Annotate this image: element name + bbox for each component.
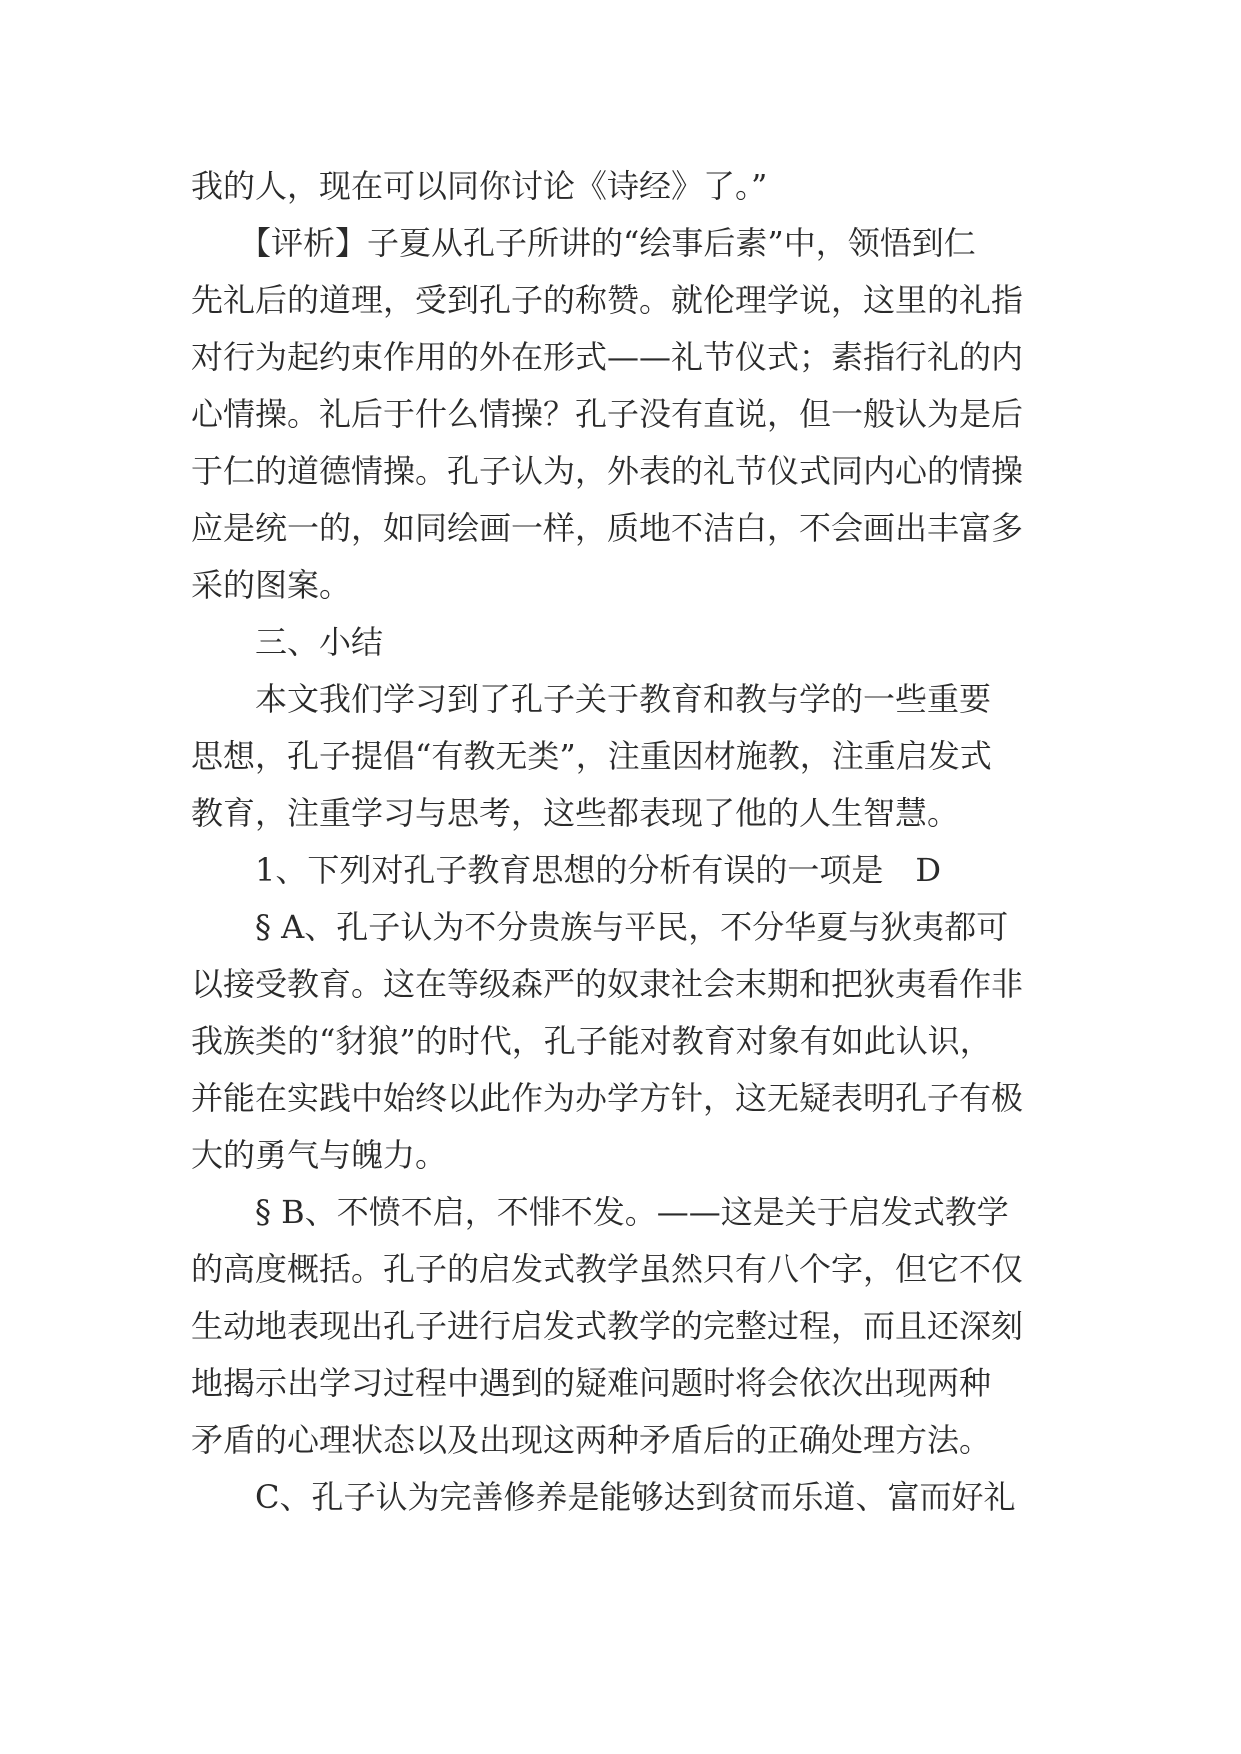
text-line: 大的勇气与魄力。: [191, 1136, 448, 1174]
text-line: 先礼后的道理，受到孔子的称赞。就伦理学说，这里的礼指: [191, 281, 1024, 319]
text-line: 我的人，现在可以同你讨论《诗经》了。”: [191, 167, 768, 205]
text-line: 思想，孔子提倡“有教无类”，注重因材施教，注重启发式: [191, 737, 992, 775]
text-line: 并能在实践中始终以此作为办学方针，这无疑表明孔子有极: [191, 1079, 1024, 1117]
text-line: 应是统一的，如同绘画一样，质地不洁白，不会画出丰富多: [191, 509, 1024, 547]
question-line: 1、下列对孔子教育思想的分析有误的一项是 D: [191, 851, 942, 889]
text-line: 采的图案。: [191, 566, 352, 604]
text-line: 我族类的“豺狼”的时代，孔子能对教育对象有如此认识，: [191, 1022, 992, 1060]
text-line: 生动地表现出孔子进行启发式教学的完整过程，而且还深刻: [191, 1307, 1024, 1345]
text-line: 的高度概括。孔子的启发式教学虽然只有八个字，但它不仅: [191, 1250, 1024, 1288]
option-b-line: § B、不愤不启，不悱不发。——这是关于启发式教学: [191, 1193, 1009, 1231]
text-line: 心情操。礼后于什么情操？孔子没有直说，但一般认为是后: [191, 395, 1024, 433]
section-heading: 三、小结: [191, 623, 384, 661]
text-line: 地揭示出学习过程中遇到的疑难问题时将会依次出现两种: [191, 1364, 992, 1402]
text-line: 教育，注重学习与思考，这些都表现了他的人生智慧。: [191, 794, 960, 832]
text-line: 以接受教育。这在等级森严的奴隶社会末期和把狄夷看作非: [191, 965, 1024, 1003]
text-line: 【评析】子夏从孔子所讲的“绘事后素”中，领悟到仁: [191, 224, 976, 262]
option-a-line: § A、孔子认为不分贵族与平民，不分华夏与狄夷都可: [191, 908, 1009, 946]
text-line: 本文我们学习到了孔子关于教育和教与学的一些重要: [191, 680, 992, 718]
text-line: 于仁的道德情操。孔子认为，外表的礼节仪式同内心的情操: [191, 452, 1024, 490]
text-line: 对行为起约束作用的外在形式——礼节仪式；素指行礼的内: [191, 338, 1024, 376]
option-c-line: C、孔子认为完善修养是能够达到贫而乐道、富而好礼: [191, 1478, 1016, 1516]
text-line: 矛盾的心理状态以及出现这两种矛盾后的正确处理方法。: [191, 1421, 992, 1459]
